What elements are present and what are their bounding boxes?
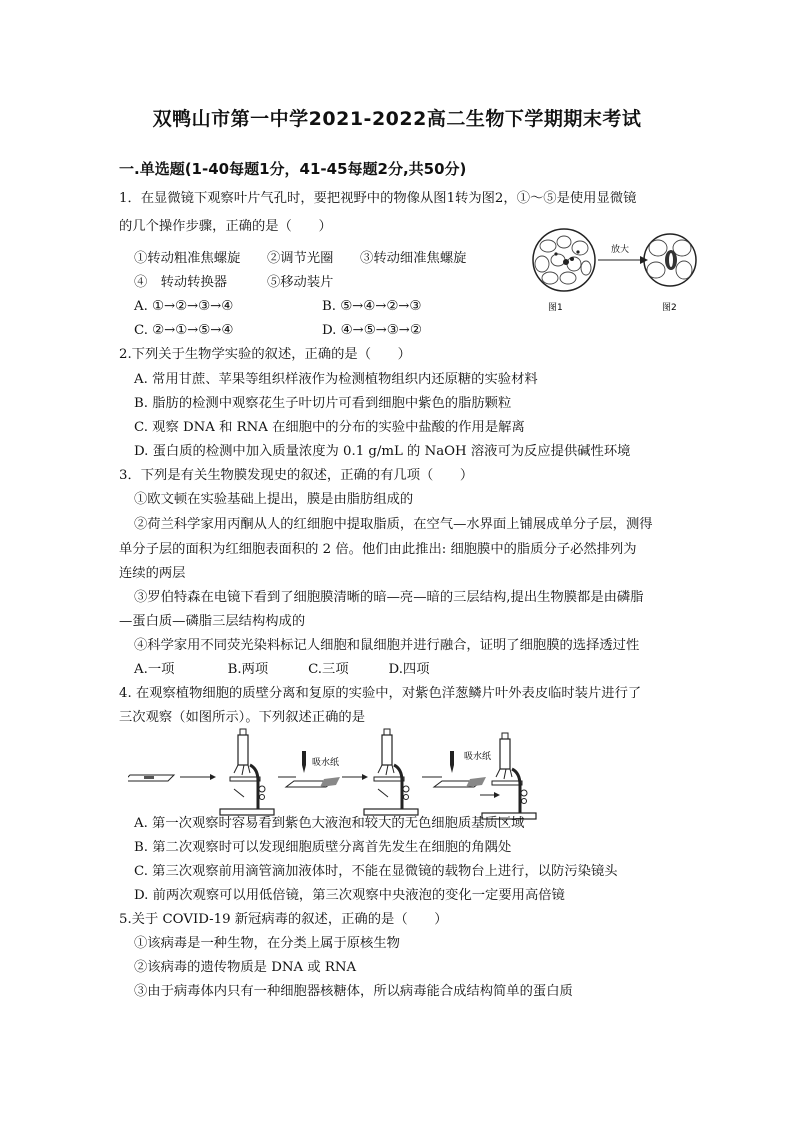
q3-stem: 3．下列是有关生物膜发现史的叙述，正确的有几项（ ） [119, 468, 474, 483]
q3-statement-2b: 单分子层的面积为红细胞表面积的 2 倍。他们由此推出: 细胞膜中的脂质分子必然排列为 [119, 542, 637, 557]
blotting-paper-label-2: 吸水纸 [464, 752, 492, 762]
exam-title: 双鸭山市第一中学2021-2022高二生物下学期期末考试 [152, 108, 642, 130]
q1-option-c: C. ②→①→⑤→④ [134, 323, 234, 338]
fig2-label: 图2 [662, 303, 677, 313]
third-microscope [478, 729, 538, 825]
q1-option-d: D. ④→⑤→③→② [322, 323, 422, 338]
microscope-view-diagram [528, 226, 698, 318]
q3-statement-3a: ③罗伯特森在电镜下看到了细胞膜清晰的暗—亮—暗的三层结构,提出生物膜都是由磷脂 [134, 590, 644, 605]
q4-option-c: C. 第三次观察前用滴管滴加液体时，不能在显微镜的载物台上进行，以防污染镜头 [134, 864, 618, 879]
microscope-procedure-diagram [128, 725, 508, 821]
q4-option-d: D. 前两次观察可以用低倍镜，第三次观察中央液泡的变化一定要用高倍镜 [134, 888, 565, 903]
q5-statement-3: ③由于病毒体内只有一种细胞器核糖体，所以病毒能合成结构简单的蛋白质 [134, 984, 573, 999]
q3-statement-4: ④科学家用不同荧光染料标记人细胞和鼠细胞并进行融合，证明了细胞膜的选择透过性 [134, 638, 640, 653]
q1-steps-line1: ①转动粗准焦螺旋 ②调节光圈 ③转动细准焦螺旋 [134, 251, 467, 266]
q1-option-b: B. ⑤→④→②→③ [322, 299, 422, 314]
q2-option-c: C. 观察 DNA 和 RNA 在细胞中的分布的实验中盐酸的作用是解离 [134, 420, 525, 435]
q4-stem-line1: 4. 在观察植物细胞的质壁分离和复原的实验中，对紫色洋葱鳞片叶外表皮临时装片进行了 [119, 686, 642, 701]
q5-statement-1: ①该病毒是一种生物，在分类上属于原核生物 [134, 936, 400, 951]
q2-option-b: B. 脂肪的检测中观察花生子叶切片可看到细胞中紫色的脂肪颗粒 [134, 396, 512, 411]
q3-statement-1: ①欧文顿在实验基础上提出，膜是由脂肪组成的 [134, 492, 414, 507]
q4-option-b: B. 第二次观察时可以发现细胞质壁分离首先发生在细胞的角隅处 [134, 840, 512, 855]
q5-stem: 5.关于 COVID-19 新冠病毒的叙述，正确的是（ ） [119, 912, 448, 927]
section-heading: 一.单选题(1-40每题1分，41-45每题2分,共50分) [119, 160, 467, 178]
fig1-label: 图1 [548, 303, 563, 313]
blotting-paper-label-1: 吸水纸 [312, 758, 340, 768]
q4-stem-line2: 三次观察（如图所示）。下列叙述正确的是 [119, 710, 365, 725]
q4-option-a: A. 第一次观察时容易看到紫色大液泡和较大的无色细胞质基质区域 [134, 816, 525, 831]
q3-statement-2c: 连续的两层 [119, 566, 186, 581]
q1-stem-line2: 的几个操作步骤，正确的是（ ） [119, 219, 332, 234]
q1-stem-line1: 1．在显微镜下观察叶片气孔时，要把视野中的物像从图1转为图2，①～⑤是使用显微镜 [119, 191, 637, 206]
q2-stem: 2.下列关于生物学实验的叙述，正确的是（ ） [119, 347, 411, 362]
q5-statement-2: ②该病毒的遗传物质是 DNA 或 RNA [134, 960, 357, 975]
q1-steps-line2: ④ 转动转换器 ⑤移动装片 [134, 275, 334, 290]
q1-option-a: A. ①→②→③→④ [134, 299, 234, 314]
q2-option-a: A. 常用甘蔗、苹果等组织样液作为检测植物组织内还原糖的实验材料 [134, 372, 538, 387]
q3-options: A.一项 B.两项 C.三项 D.四项 [134, 662, 430, 677]
zoom-label: 放大 [611, 245, 630, 255]
q3-statement-3b: —蛋白质—磷脂三层结构构成的 [119, 614, 306, 629]
q2-option-d: D. 蛋白质的检测中加入质量浓度为 0.1 g/mL 的 NaOH 溶液可为反应提供碱性环境 [134, 444, 631, 459]
q3-statement-2a: ②荷兰科学家用丙酮从人的红细胞中提取脂质，在空气—水界面上铺展成单分子层，测得 [134, 517, 653, 532]
